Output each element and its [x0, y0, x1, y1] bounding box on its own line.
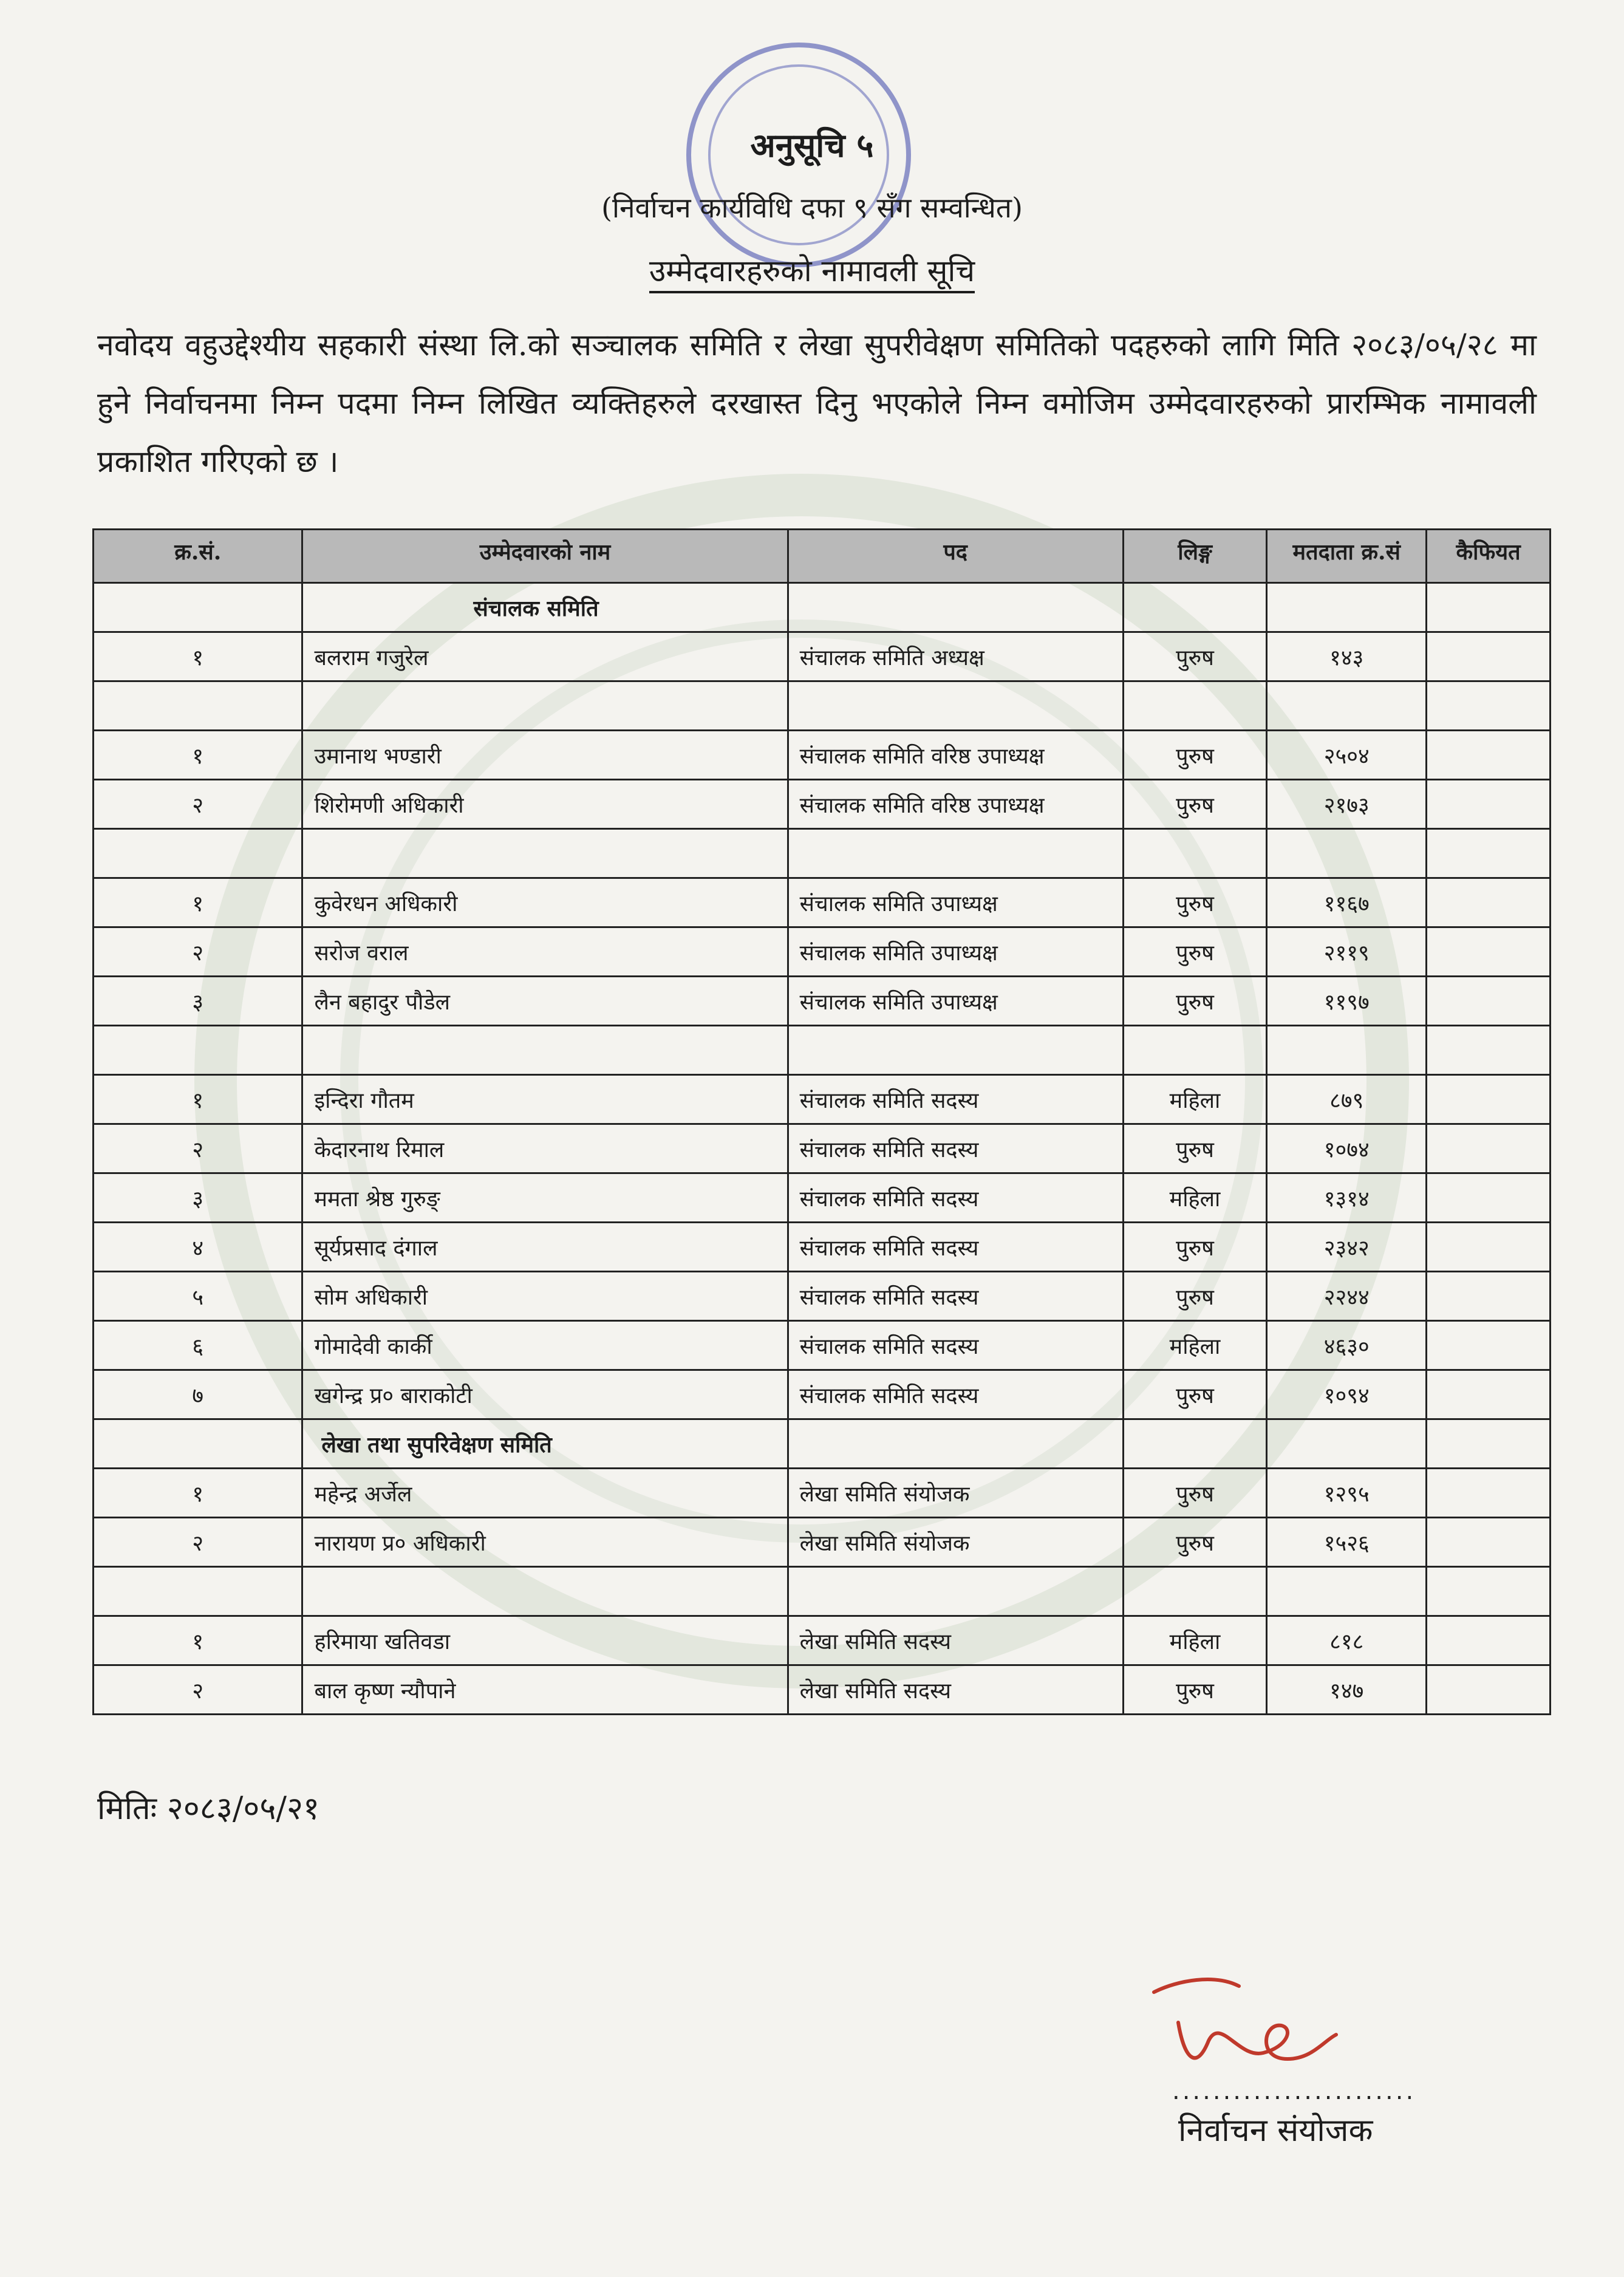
cell-sn: ४	[94, 1223, 302, 1272]
cell-voter-no: १५२६	[1267, 1518, 1427, 1567]
table-row	[94, 780, 1551, 829]
cell-gender: पुरुष	[1123, 731, 1267, 780]
cell-gender: पुरुष	[1123, 1124, 1267, 1173]
cell-name	[302, 1567, 788, 1616]
cell-post	[788, 1026, 1123, 1075]
cell-gender	[1123, 1026, 1267, 1075]
cell-voter-no: १४३	[1267, 632, 1427, 681]
table-row	[94, 1321, 1551, 1370]
blank-row	[94, 681, 1551, 731]
cell-voter-no	[1267, 1419, 1427, 1469]
blank-row	[94, 1026, 1551, 1075]
cell-post: संचालक समिति सदस्य	[788, 1272, 1123, 1321]
table-row	[94, 927, 1551, 977]
cell-sn	[94, 829, 302, 878]
cell-post	[788, 1419, 1123, 1469]
cell-gender: महिला	[1123, 1173, 1267, 1223]
header-voter-no: मतदाता क्र.सं	[1267, 530, 1427, 583]
cell-voter-no	[1267, 829, 1427, 878]
cell-voter-no	[1267, 583, 1427, 632]
cell-gender: पुरुष	[1123, 1469, 1267, 1518]
cell-gender: पुरुष	[1123, 1665, 1267, 1715]
cell-post: लेखा समिति संयोजक	[788, 1469, 1123, 1518]
cell-sn: ३	[94, 977, 302, 1026]
cell-sn: ५	[94, 1272, 302, 1321]
list-title	[0, 249, 1624, 290]
cell-voter-no: ८७९	[1267, 1075, 1427, 1124]
cell-gender: पुरुष	[1123, 1370, 1267, 1419]
cell-voter-no: ११९७	[1267, 977, 1427, 1026]
cell-gender: महिला	[1123, 1321, 1267, 1370]
cell-remarks	[1427, 583, 1551, 632]
cell-remarks	[1427, 1370, 1551, 1419]
cell-post	[788, 1567, 1123, 1616]
cell-sn: १	[94, 632, 302, 681]
signature	[1142, 1968, 1348, 2089]
intro-paragraph: नवोदय वहुउद्देश्यीय सहकारी संस्था लि.को सञ्चालक समिति र लेखा सुपरीवेक्षण समितिको पदहरुको लागि मिति २०८३/०५/२८ मा हुने निर्वाचनमा निम्न पदमा निम्न लिखित व्यक्तिहरुले दरखास्त दिनु भएकोले निम्न वमोजिम उम्मेदवारहरुको प्रारम्भिक नामावली प्रकाशित गरिएको छ ।	[97, 327, 1537, 479]
table-row	[94, 1173, 1551, 1223]
cell-post	[788, 681, 1123, 731]
cell-gender: पुरुष	[1123, 780, 1267, 829]
cell-sn: ७	[94, 1370, 302, 1419]
cell-name: हरिमाया खतिवडा	[302, 1616, 788, 1665]
table-row	[94, 1518, 1551, 1567]
cell-gender: पुरुष	[1123, 1272, 1267, 1321]
cell-name: कुवेरधन अधिकारी	[302, 878, 788, 927]
cell-name: सरोज वराल	[302, 927, 788, 977]
cell-voter-no: १२९५	[1267, 1469, 1427, 1518]
header-name: उम्मेदवारको नाम	[302, 530, 788, 583]
cell-voter-no: २२४४	[1267, 1272, 1427, 1321]
cell-remarks	[1427, 977, 1551, 1026]
cell-name: गोमादेवी कार्की	[302, 1321, 788, 1370]
cell-post: संचालक समिति सदस्य	[788, 1173, 1123, 1223]
cell-sn	[94, 583, 302, 632]
cell-gender	[1123, 1419, 1267, 1469]
cell-name	[302, 681, 788, 731]
cell-voter-no: १०९४	[1267, 1370, 1427, 1419]
cell-voter-no: २३४२	[1267, 1223, 1427, 1272]
table-row	[94, 1370, 1551, 1419]
cell-name: बाल कृष्ण न्यौपाने	[302, 1665, 788, 1715]
cell-sn: २	[94, 780, 302, 829]
table-row	[94, 731, 1551, 780]
cell-sn: २	[94, 1665, 302, 1715]
cell-post: लेखा समिति संयोजक	[788, 1518, 1123, 1567]
date-line: मितिः २०८३/०५/२१	[97, 1791, 320, 1827]
table-row	[94, 1616, 1551, 1665]
annex-title: अनुसूचि ५	[750, 126, 874, 165]
cell-post: संचालक समिति सदस्य	[788, 1124, 1123, 1173]
cell-remarks	[1427, 1026, 1551, 1075]
cell-sn: १	[94, 731, 302, 780]
cell-gender	[1123, 829, 1267, 878]
cell-sn: ३	[94, 1173, 302, 1223]
cell-voter-no	[1267, 1567, 1427, 1616]
cell-sn: १	[94, 878, 302, 927]
cell-gender	[1123, 583, 1267, 632]
cell-remarks	[1427, 1124, 1551, 1173]
cell-sn: १	[94, 1469, 302, 1518]
cell-remarks	[1427, 1665, 1551, 1715]
cell-post: लेखा समिति सदस्य	[788, 1616, 1123, 1665]
cell-remarks	[1427, 1223, 1551, 1272]
cell-remarks	[1427, 681, 1551, 731]
cell-voter-no	[1267, 681, 1427, 731]
header-post: पद	[788, 530, 1123, 583]
cell-remarks	[1427, 1419, 1551, 1469]
cell-post: संचालक समिति उपाध्यक्ष	[788, 977, 1123, 1026]
cell-sn	[94, 681, 302, 731]
cell-voter-no: २१७३	[1267, 780, 1427, 829]
cell-remarks	[1427, 780, 1551, 829]
cell-remarks	[1427, 1518, 1551, 1567]
cell-name: सूर्यप्रसाद दंगाल	[302, 1223, 788, 1272]
cell-sn: १	[94, 1616, 302, 1665]
cell-voter-no: २५०४	[1267, 731, 1427, 780]
cell-post: संचालक समिति अध्यक्ष	[788, 632, 1123, 681]
cell-voter-no: १४७	[1267, 1665, 1427, 1715]
coordinator-label: निर्वाचन संयोजक	[1178, 2112, 1373, 2149]
cell-name: केदारनाथ रिमाल	[302, 1124, 788, 1173]
list-title-text: उम्मेदवारहरुको नामावली सूचि	[649, 253, 975, 293]
table-row	[94, 1075, 1551, 1124]
cell-name: लैन बहादुर पौडेल	[302, 977, 788, 1026]
table-row	[94, 878, 1551, 927]
cell-gender: महिला	[1123, 1616, 1267, 1665]
table-row	[94, 1223, 1551, 1272]
cell-name: बलराम गजुरेल	[302, 632, 788, 681]
cell-name: महेन्द्र अर्जेल	[302, 1469, 788, 1518]
cell-voter-no: ११६७	[1267, 878, 1427, 927]
cell-gender: पुरुष	[1123, 1223, 1267, 1272]
cell-remarks	[1427, 1075, 1551, 1124]
cell-post: संचालक समिति सदस्य	[788, 1370, 1123, 1419]
cell-post: संचालक समिति सदस्य	[788, 1321, 1123, 1370]
section-row	[94, 583, 1551, 632]
cell-gender: पुरुष	[1123, 878, 1267, 927]
cell-name	[302, 1026, 788, 1075]
cell-name: लेखा तथा सुपरिवेक्षण समिति	[302, 1419, 788, 1469]
cell-sn	[94, 1419, 302, 1469]
cell-voter-no: ८१८	[1267, 1616, 1427, 1665]
cell-gender	[1123, 1567, 1267, 1616]
cell-name: नारायण प्र० अधिकारी	[302, 1518, 788, 1567]
cell-post: संचालक समिति उपाध्यक्ष	[788, 878, 1123, 927]
cell-voter-no: २११९	[1267, 927, 1427, 977]
cell-post: लेखा समिति सदस्य	[788, 1665, 1123, 1715]
table-row	[94, 1124, 1551, 1173]
table-row	[94, 1469, 1551, 1518]
table-row	[94, 632, 1551, 681]
cell-sn: २	[94, 1124, 302, 1173]
cell-gender	[1123, 681, 1267, 731]
cell-post	[788, 583, 1123, 632]
annex-subtitle: (निर्वाचन कार्यविधि दफा ९ सँग सम्वन्धित)	[601, 191, 1023, 224]
cell-remarks	[1427, 731, 1551, 780]
cell-name: खगेन्द्र प्र० बाराकोटी	[302, 1370, 788, 1419]
cell-post: संचालक समिति वरिष्ठ उपाध्यक्ष	[788, 731, 1123, 780]
cell-gender: पुरुष	[1123, 977, 1267, 1026]
cell-remarks	[1427, 1321, 1551, 1370]
cell-post: संचालक समिति सदस्य	[788, 1223, 1123, 1272]
signature-line: ........................	[1172, 2077, 1416, 2105]
cell-voter-no: १३१४	[1267, 1173, 1427, 1223]
cell-name: सोम अधिकारी	[302, 1272, 788, 1321]
cell-sn	[94, 1026, 302, 1075]
cell-voter-no: १०७४	[1267, 1124, 1427, 1173]
cell-post: संचालक समिति सदस्य	[788, 1075, 1123, 1124]
cell-remarks	[1427, 878, 1551, 927]
header-remarks: कैफियत	[1427, 530, 1551, 583]
cell-name: ममता श्रेष्ठ गुरुङ्	[302, 1173, 788, 1223]
cell-remarks	[1427, 1469, 1551, 1518]
cell-post	[788, 829, 1123, 878]
cell-post: संचालक समिति उपाध्यक्ष	[788, 927, 1123, 977]
cell-name: संचालक समिति	[302, 583, 788, 632]
blank-row	[94, 1567, 1551, 1616]
header-sn: क्र.सं.	[94, 530, 302, 583]
table-header-row	[94, 530, 1551, 583]
cell-gender: पुरुष	[1123, 927, 1267, 977]
cell-post: संचालक समिति वरिष्ठ उपाध्यक्ष	[788, 780, 1123, 829]
cell-voter-no	[1267, 1026, 1427, 1075]
cell-remarks	[1427, 1173, 1551, 1223]
table-body	[94, 583, 1551, 1715]
cell-remarks	[1427, 632, 1551, 681]
cell-name: उमानाथ भण्डारी	[302, 731, 788, 780]
section-row	[94, 1419, 1551, 1469]
table-row	[94, 1272, 1551, 1321]
cell-remarks	[1427, 1616, 1551, 1665]
cell-gender: पुरुष	[1123, 632, 1267, 681]
cell-gender: महिला	[1123, 1075, 1267, 1124]
cell-name: इन्दिरा गौतम	[302, 1075, 788, 1124]
cell-sn: ६	[94, 1321, 302, 1370]
candidate-table	[92, 528, 1551, 1715]
cell-remarks	[1427, 829, 1551, 878]
cell-remarks	[1427, 1272, 1551, 1321]
cell-name: शिरोमणी अधिकारी	[302, 780, 788, 829]
cell-sn	[94, 1567, 302, 1616]
cell-gender: पुरुष	[1123, 1518, 1267, 1567]
table-row	[94, 1665, 1551, 1715]
header-gender: लिङ्ग	[1123, 530, 1267, 583]
cell-sn: २	[94, 927, 302, 977]
blank-row	[94, 829, 1551, 878]
cell-remarks	[1427, 927, 1551, 977]
cell-sn: १	[94, 1075, 302, 1124]
cell-name	[302, 829, 788, 878]
cell-sn: २	[94, 1518, 302, 1567]
cell-remarks	[1427, 1567, 1551, 1616]
cell-voter-no: ४६३०	[1267, 1321, 1427, 1370]
table-row	[94, 977, 1551, 1026]
